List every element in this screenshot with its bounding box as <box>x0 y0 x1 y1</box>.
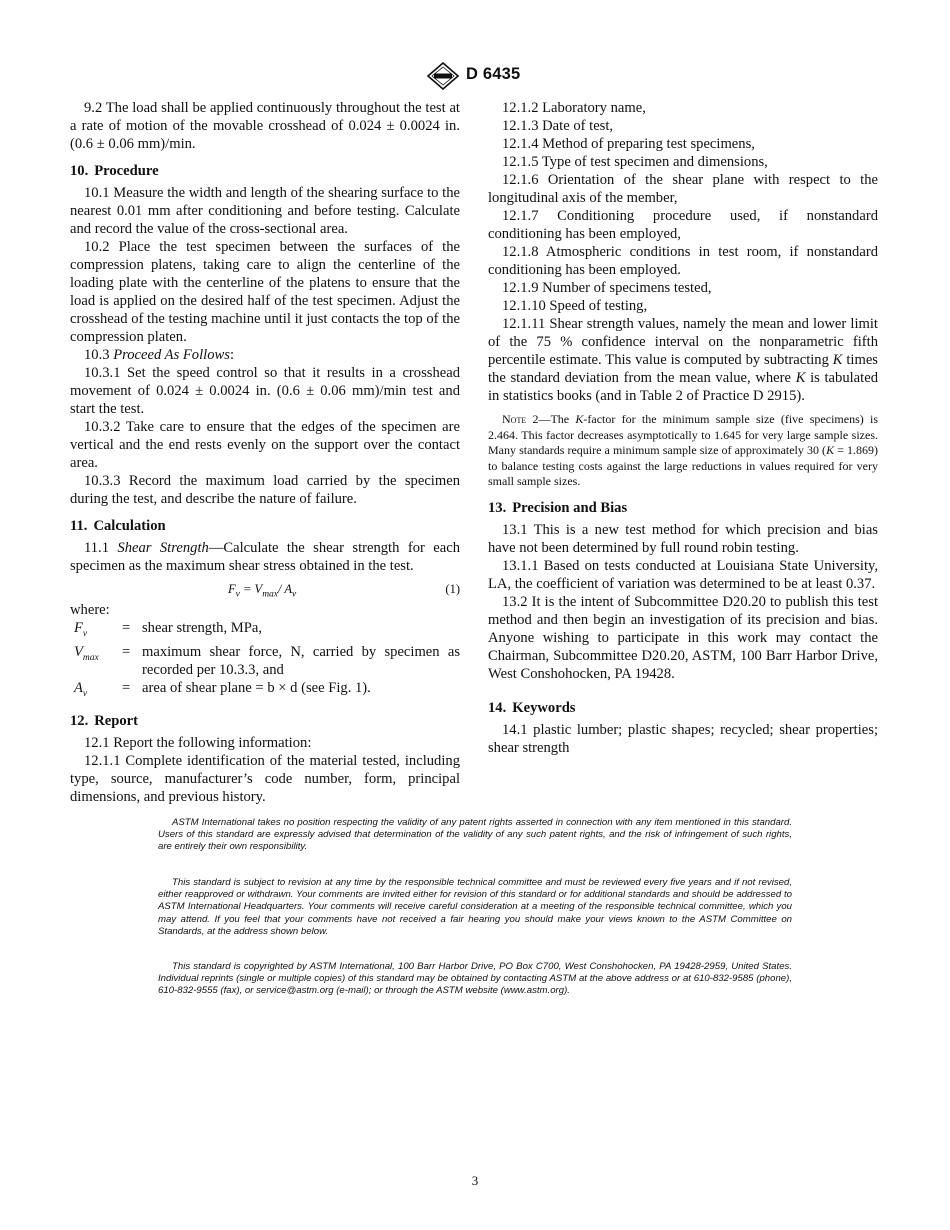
where-label: where: <box>70 602 110 618</box>
equation-number: (1) <box>445 582 460 596</box>
paragraph-12-1-2: 12.1.2 Laboratory name, <box>502 100 646 116</box>
paragraph-12-1-10: 12.1.10 Speed of testing, <box>502 298 648 314</box>
standard-designation: D 6435 <box>466 65 521 83</box>
paragraph-9-2: 9.2 The load shall be applied continuously throughout the test at a rate of motion of the movable crosshead of 0.024 ± 0.0024 in.(0.6 ± 0.06 mm)/min. <box>70 100 460 152</box>
paragraph-12-1: 12.1 Report the following information: <box>84 734 312 751</box>
paragraph-11-1: 11.1 Shear Strength—Calculate the shear strength for each specimen as the maximum shear stress obtained in the test. <box>70 540 460 574</box>
paragraph-13-1-1: 13.1.1 Based on tests conducted at Louisiana State University, LA, the coefficient of variation was determined to be at least 0.37. <box>488 557 878 592</box>
section-heading-12: 12. Report <box>70 712 139 729</box>
left-column <box>70 99 460 806</box>
paragraph-10-3: 10.3 Proceed As Follows: <box>84 347 234 363</box>
paragraph-12-1-1: 12.1.1 Complete identification of the material tested, including type, source, manufacturer’s code number, form, principal dimensions, and previous history. <box>70 752 460 805</box>
page-number: 3 <box>471 1173 479 1188</box>
page-header <box>0 62 950 90</box>
paragraph-13-2: 13.2 It is the intent of Subcommittee D20.20 to publish this test method and then begin an investigation of its precision and bias. Anyone wishing to participate in this work may contact the Chairman, Subcommittee D20.20, ASTM, 100 Barr Harbor Drive, West Conshohocken, PA 19428. <box>488 593 878 682</box>
footer-revision-notice: This standard is subject to revision at any time by the responsible technical committee and must be reviewed every five years and if not revised, either reapproved or withdrawn. Your comments are invited either for revision of this standard or for additional standards and should be addressed to ASTM International Headquarters. Your comments will receive careful consideration at a meeting of the responsible technical committee, which you may attend. If you feel that your comments have not received a fair hearing you should make your views known to the ASTM Committee on Standards, at the address shown below. <box>158 877 792 937</box>
section-heading-14: 14. Keywords <box>488 699 576 716</box>
paragraph-12-1-7: 12.1.7 Conditioning procedure used, if nonstandard conditioning has been employed, <box>488 208 878 242</box>
variable-row: $F_v$ = shear strength, MPa, <box>74 620 262 639</box>
paragraph-12-1-5: 12.1.5 Type of test specimen and dimensions, <box>502 154 768 170</box>
section-heading-10: 10. Procedure <box>70 163 159 179</box>
paragraph-12-1-6: 12.1.6 Orientation of the shear plane with respect to the longitudinal axis of the member, <box>488 172 878 206</box>
paragraph-12-1-11: 12.1.11 Shear strength values, namely the mean and lower limit of the 75 % confidence interval on the nonparametric fifth percentile estimate. This value is computed by subtracting K times the standard deviation from the mean value, where K is tabulated in statistics books (and in Table 2 of Practice D 2915). <box>488 316 878 404</box>
astm-logo-icon <box>427 62 459 90</box>
paragraph-10-3-1: 10.3.1 Set the speed control so that it results in a crosshead movement of 0.024 ± 0.0024 in. (0.6 ± 0.06 mm)/min test and start the test. <box>70 365 460 417</box>
section-heading-11: 11. Calculation <box>70 518 166 534</box>
note-2: Note 2—The K-factor for the minimum sample size (five specimens) is 2.464. This factor decreases asymptotically to 1.645 for very large sample sizes. Many standards require a minimum sample size of approximately 30 (K = 1.869) to balance testing costs against the large reductions in values required for very small sample sizes. <box>488 412 879 488</box>
variable-row: $V_{max}$ = maximum shear force, N, carried by specimen as recorded per 10.3.3, and <box>74 643 460 678</box>
variable-definitions <box>74 619 460 703</box>
paragraph-12-1-4: 12.1.4 Method of preparing test specimens, <box>502 136 755 152</box>
paragraph-10-1: 10.1 Measure the width and length of the shearing surface to the nearest 0.01 mm after conditioning and before testing. Calculate and record the value of the cross-sectional area. <box>70 185 460 237</box>
footer-copyright-notice: This standard is copyrighted by ASTM International, 100 Barr Harbor Drive, PO Box C700, West Conshohocken, PA 19428-2959, United States. Individual reprints (single or multiple copies) of this standard may be obtained by contacting ASTM at the above address or at 610-832-9585 (phone), 610-832-9555 (fax), or service@astm.org (e-mail); or through the ASTM website (www.astm.org). <box>158 961 792 997</box>
paragraph-10-3-2: 10.3.2 Take care to ensure that the edges of the specimen are vertical and the end rests evenly on the support over the contact area. <box>70 419 460 471</box>
section-heading-13: 13. Precision and Bias <box>488 499 628 516</box>
paragraph-10-3-3: 10.3.3 Record the maximum load carried by the specimen during the test, and describe the nature of failure. <box>70 473 460 507</box>
variable-row: $A_v$ = area of shear plane = b × d (see Fig. 1). <box>74 679 371 699</box>
paragraph-13-1: 13.1 This is a new test method for which precision and bias have not been determined by full round robin testing. <box>488 521 878 556</box>
footer-patent-notice: ASTM International takes no position respecting the validity of any patent rights asserted in connection with any item mentioned in this standard. Users of this standard are expressly advised that determination of the validity of any such patent rights, and the risk of infringement of such rights, are entirely their own responsibility. <box>158 817 792 853</box>
paragraph-10-2: 10.2 Place the test specimen between the surfaces of the compression platens, taking care to align the centerline of the loading plate with the centerline of the platens to ensure that the load is applied on the desired half of the test specimen. Adjust the crosshead of the testing machine until it just contacts the top of the compression platen. <box>70 239 460 345</box>
paragraph-12-1-9: 12.1.9 Number of specimens tested, <box>502 280 712 296</box>
paragraph-14-1: 14.1 plastic lumber; plastic shapes; recycled; shear properties; shear strength <box>488 721 878 756</box>
equation-expression: $F_v = V_{max}/$ $A_v$ <box>228 582 297 600</box>
paragraph-12-1-3: 12.1.3 Date of test, <box>502 118 614 134</box>
equation-1 <box>70 577 460 599</box>
paragraph-12-1-8: 12.1.8 Atmospheric conditions in test room, if nonstandard conditioning has been employed. <box>488 244 878 278</box>
right-column <box>488 99 878 757</box>
